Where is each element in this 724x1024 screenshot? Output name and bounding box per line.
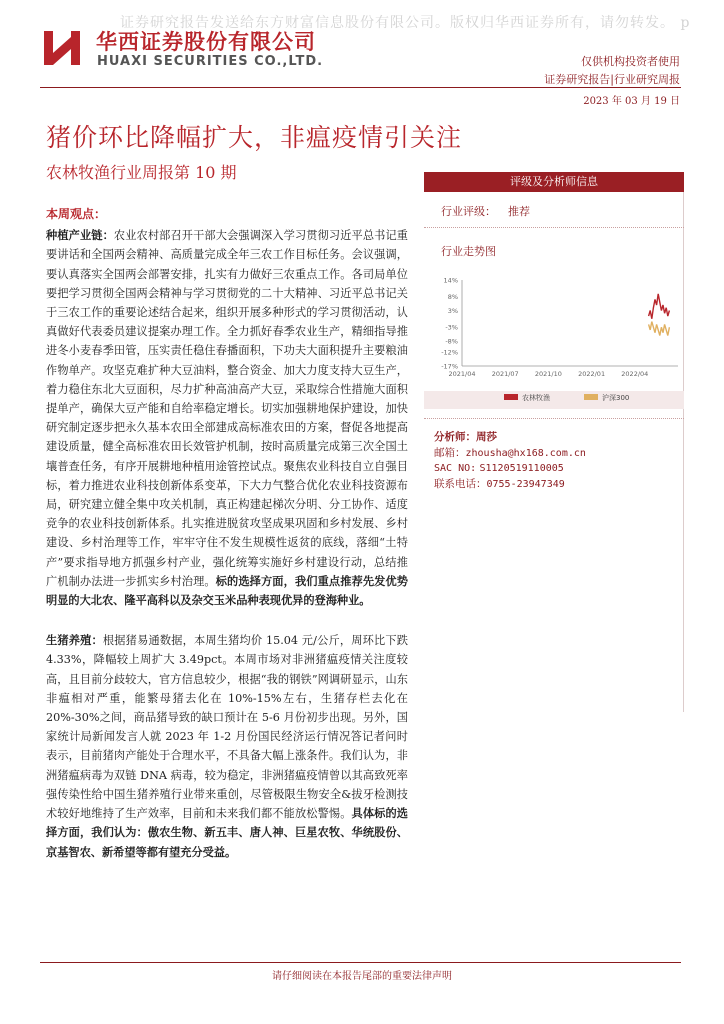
analyst-phone: 0755-23947349: [486, 478, 565, 490]
x-tick-label: 2021/04: [448, 370, 476, 378]
legend-label: 沪深300: [602, 394, 630, 402]
analyst-info: [434, 430, 586, 492]
series-line-agri: [649, 294, 670, 319]
y-tick-label: 3%: [447, 307, 458, 316]
analyst-sac: S1120519110005: [479, 463, 564, 475]
watermark-text: 证券研究报告发送给东方财富信息股份有限公司。版权归华西证券所有，请勿转发。 p: [120, 15, 691, 31]
legend-swatch: [584, 394, 598, 400]
trend-title: 行业走势图: [441, 245, 496, 258]
analyst-email-row: [434, 446, 586, 462]
x-tick-label: 2022/04: [621, 370, 649, 378]
rating-row: [441, 203, 530, 219]
analyst-sac-row: [434, 461, 586, 477]
paragraph-text: 农业农村部召开干部大会强调深入学习贯彻习近平总书记重要讲话和全国两会精神、高质量完成全年三农工作目标任务。会议强调，要认真落实全国两会部署安排，扎实有力做好三农重点工作。各司局单位要把学习贯彻全国两会精神与学习贯彻党的二十大精神、习近平总书记关于三农工作的重要论述结合起来，组织开展多种形式的学习贯彻活动，认真做好代表委员建议提案办理工作。全力抓好春季农业生产，精细指导推进冬小麦春季田管，压实责任稳住春播面积，下功夫大面积提升主要粮油作物单产。攻坚克难扩种大豆油料，整合资金、加大力度支持大豆生产，着力稳住东北大豆面积，尽力扩种高油高产大豆，采取综合性措施大面积提单产，确保大豆产能和自给率稳定增长。切实加强耕地保护建设，加快研究制定逐步把永久基本农田全部建成高标准农田的方案，督促各地提高建设质量，健全高标准农田长效管护机制，按时高质量完成第三次全国土壤普查任务，有序开展耕地种植用途管控试点。聚焦农业科技自立自强目标，着力推进农业科技创新体系变革，下大力气整合优化农业科技资源布局，研究建立健全集中攻关机制，真正构建起梯次分明、分工协作、适度竞争的农业科技创新体系。扎实推进脱贫攻坚成果巩固和乡村发展、乡村建设、乡村治理等工作，牢牢守住不发生规模性返贫的底线，落细“土特产”要求指导地方抓强乡村产业，强化统筹实施好乡村建设行动，总结推广机制办法进一步抓实乡村治理。: [46, 229, 408, 588]
trend-chart: [428, 268, 684, 412]
report-date: 2023 年 03 月 19 日: [583, 96, 680, 107]
footer-disclaimer: 请仔细阅读在本报告尾部的重要法律声明: [272, 971, 452, 982]
sidebar-divider: [424, 227, 684, 228]
legend-swatch: [504, 394, 518, 400]
y-tick-label: 14%: [443, 276, 458, 285]
y-tick-label: -17%: [441, 362, 458, 371]
x-tick-label: 2021/07: [491, 370, 519, 378]
sidebar-divider: [424, 418, 684, 419]
company-name-en: HUAXI SECURITIES CO.,LTD.: [97, 54, 324, 69]
series-line-csi300: [649, 322, 670, 336]
sac-label: SAC NO:: [434, 463, 477, 475]
analyst-name: 分析师：周莎: [434, 431, 497, 443]
paragraph-text: 根据猪易通数据，本周生猪均价 15.04 元/公斤，周环比下跌 4.33%，降幅较上周扩大 3.49pct。本周市场对非洲猪瘟疫情关注度较高，且目前分歧较大，官方信息较少，根据“我的钢铁”网调研显示，山东非瘟相对严重，能繁母猪去化在 10%-15%左右，生猪存栏去化在 20%-30%之间，商品猪导致的缺口预计在 5-6 月份初步出现。另外，国家统计局新闻发言人就 2023 年 1-2 月份国民经济运行情况答记者问时表示，目前猪肉产能处于合理水平，不具备大幅上涨条件。我们认为，非洲猪瘟病毒为双链 DNA 病毒，较为稳定，非洲猪瘟疫情曾以其高致死率强传染性给中国生猪养殖行业带来重创，尽管极限生物安全&拔牙检测技术较好地维持了生产效率，目前和未来我们都不能放松警惕。: [46, 634, 408, 821]
paragraph-lead: 生猪养殖：: [46, 633, 103, 648]
report-title: 猪价环比降幅扩大，非瘟疫情引关注: [46, 123, 463, 152]
paragraph-emphasis: 具体标的选择方面，我们认为：傲农生物、新五丰、唐人神、巨星农牧、华统股份、京基智农、新希望等都有望充分受益。: [46, 806, 408, 859]
y-tick-label: -8%: [445, 337, 458, 346]
analyst-phone-row: [434, 477, 586, 493]
paragraph-planting: [46, 226, 408, 610]
footer-divider: [40, 962, 681, 963]
report-category: 证券研究报告|行业研究周报: [544, 73, 680, 86]
analyst-email: zhousha@hx168.com.cn: [465, 447, 586, 459]
rating-value: 推荐: [508, 205, 530, 218]
header-divider: [40, 87, 681, 88]
email-label: 邮箱：: [434, 446, 466, 459]
company-logo-icon: [42, 27, 82, 67]
y-tick-label: -12%: [441, 348, 458, 357]
rating-label: 行业评级：: [441, 205, 496, 218]
company-name-cn: 华西证券股份有限公司: [96, 30, 316, 54]
main-content: [46, 205, 408, 862]
paragraph-emphasis: 标的选择方面，我们重点推荐先发优势明显的大北农、隆平高科以及杂交玉米品种表现优异的登海种业。: [46, 573, 408, 608]
x-tick-label: 2022/01: [578, 370, 606, 378]
paragraph-hog: [46, 631, 408, 861]
report-subtitle: 农林牧渔行业周报第 10 期: [46, 163, 237, 182]
x-tick-label: 2021/10: [534, 370, 562, 378]
audience-note: 仅供机构投资者使用: [581, 55, 680, 68]
paragraph-lead: 种植产业链：: [46, 228, 114, 243]
section-title: 本周观点：: [46, 207, 107, 221]
legend-label: 农林牧渔: [522, 394, 550, 402]
sidebar-header: 评级及分析师信息: [424, 172, 684, 192]
phone-label: 联系电话：: [434, 477, 487, 490]
y-tick-label: 8%: [447, 293, 458, 302]
y-tick-label: -3%: [445, 323, 458, 332]
